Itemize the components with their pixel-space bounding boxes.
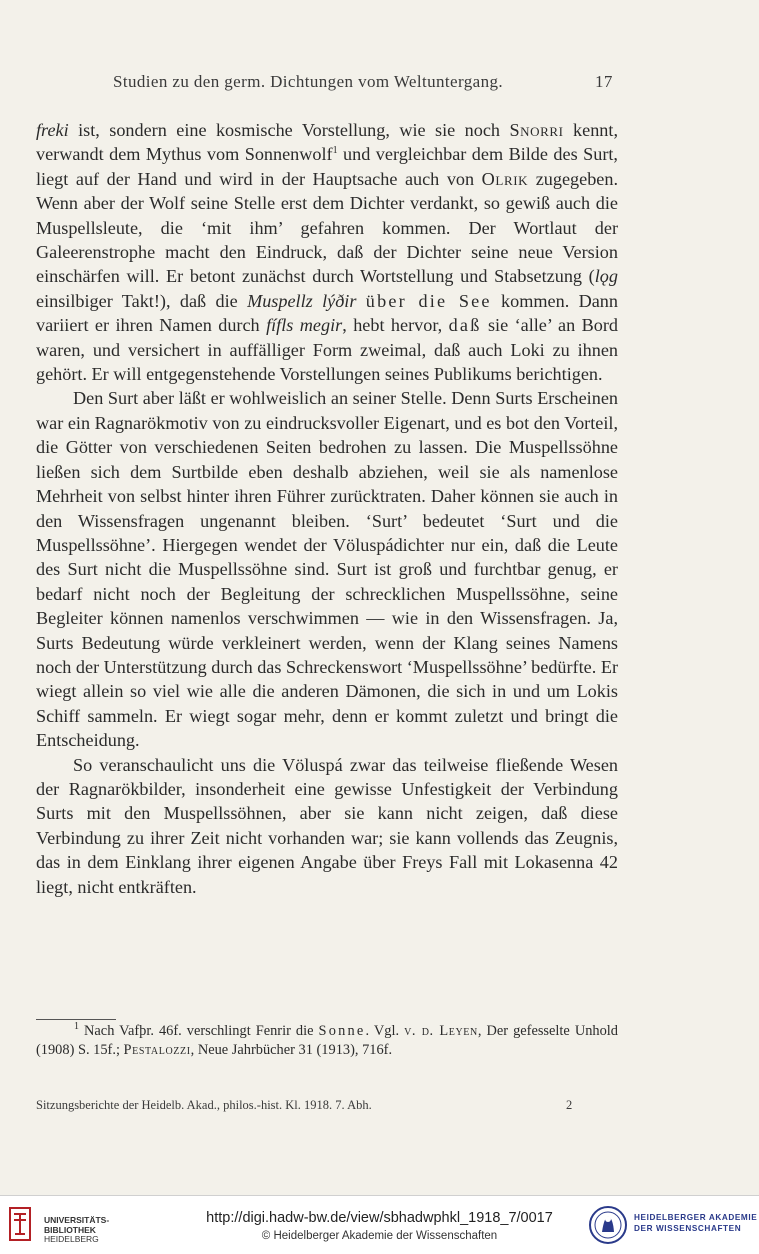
spaced-word: Sonne — [318, 1023, 366, 1039]
library-line-1: UNIVERSITÄTS- — [44, 1215, 110, 1225]
paragraph-1 — [36, 118, 618, 386]
footnote — [36, 1022, 618, 1059]
text-run: sie ‘alle’ an Bord waren, und versichert in auffälliger Form zweimal, daß auch Loki zu ihnen gehört. Er will entgegenstehende Vorstellungen seines Publikums berichtigen. — [36, 315, 618, 385]
text-run: einsilbiger Takt!), daß die — [36, 290, 248, 311]
author-olrik: Olrik — [481, 168, 529, 189]
text-run — [356, 291, 365, 311]
academy-seal-icon[interactable] — [588, 1204, 628, 1246]
text-run: und vergleichbar dem Bilde des Surt, liegt auf der Hand und wird in der Hauptsache auch von — [36, 144, 618, 189]
library-line-3: HEIDELBERG — [44, 1234, 99, 1244]
text-run: zugegeben. Wenn aber der Wolf seine Stelle erst dem Dichter verdankt, so gewiß auch die Muspellsleute, die ‘mit ihm’ gefahren kommen. Der Wortlaut der Galeerenstrophe macht den Eindruck, daß der Dichter seine neue Version einschärfen will. Er betont zunächst durch Wortstellung und Stabsetzung ( — [36, 168, 618, 287]
text-run: kennt, verwandt dem Mythus vom Sonnenwolf — [36, 120, 618, 165]
permalink-url[interactable]: http://digi.hadw-bw.de/view/sbhadwphkl_1918_7/0017 — [206, 1210, 553, 1226]
paragraph-3: So veranschaulicht uns die Völuspá zwar das teilweise fließende Wesen der Ragnarökbilder, insonderheit eine gewisse Unfestigkeit der Verbindung Surts mit den Muspellssöhnen, aber sie kann nicht zeigen, daß diese Verbindung zu ihrer Zeit nicht vorhanden war; sie kann vollends das Zeugnis, das in dem Einklang ihrer eigenen Angabe über Freys Fall mit Lokasenna 42 liegt, nicht entkräften. — [36, 754, 618, 897]
page-number: 17 — [595, 72, 613, 91]
footnote-mark: 1 — [332, 145, 338, 157]
viewer-footer — [0, 1195, 759, 1254]
text-run: , Der gefesselte Unhold (1908) S. 15f.; — [36, 1023, 618, 1058]
academy-line-2: DER WISSENSCHAFTEN — [634, 1224, 742, 1233]
text-run: . Vgl. — [365, 1023, 405, 1039]
word-log: lǫg — [594, 266, 618, 287]
phrase-muspellz: Muspellz lýðir — [247, 290, 357, 311]
text-run: kommen. Dann variiert er ihren Namen durch — [36, 290, 618, 336]
text-run: , hebt hervor, — [342, 315, 449, 336]
spaced-word: daß — [448, 315, 482, 336]
text-run: , Neue Jahrbücher 31 (1913), 716f. — [190, 1041, 393, 1058]
copyright-notice: © Heidelberger Akademie der Wissenschaften — [261, 1230, 498, 1242]
spaced-phrase: über die See — [365, 290, 492, 311]
academy-line-1: HEIDELBERGER AKADEMIE — [634, 1213, 758, 1222]
running-title: Studien zu den germ. Dichtungen vom Weltuntergang. — [113, 72, 504, 91]
library-line-2: BIBLIOTHEK — [44, 1224, 96, 1235]
word-freki: freki — [36, 120, 69, 140]
academy-name — [634, 1212, 757, 1234]
author-snorri: Snorri — [509, 120, 564, 140]
footnote-number: 1 — [74, 1021, 79, 1033]
author-leyen: v. d. Leyen — [404, 1023, 478, 1039]
paragraph-2: Den Surt aber läßt er wohlweislich an seiner Stelle. Denn Surts Erscheinen war ein Ragnarökmotiv von zu eindrucksvoller Eigenart, und es bot den Vorteil, die Götter von verschiedenen Seiten bedrohen zu lassen. Die Muspellssöhne ließen sich dem Surtbilde eben deshalb abziehen, weil sie als namenlose Mehrheit von selbst hinter ihren Führer zurücktraten. Daher können sie auch in den Wissensfragen ungenannt bleiben. ‘Surt’ bedeutet ‘Surt und die Muspellssöhne’. Hiergegen wendet der Völuspádichter nur ein, daß die Leute des Surt nicht die Muspellssöhne sind. Surt ist groß und furchtbar genug, er bedarf nicht noch der Begleitung der schrecklichen Muspellssöhne, seine Begleiter können namenlos verschwimmen — wie in den Wissensfragen. Ja, Surts Bedeutung würde verkleinert werden, wenn der Klang seines Namens noch der Unterstützung durch das Schreckenswort ‘Muspellssöhne’ bedürfte. Er wiegt allein so viel wie alle die anderen Dämonen, die sich in und um Lokis Schiff sammeln. Er wiegt sogar mehr, denn er kommt zuletzt und bringt die Entscheidung. — [36, 388, 618, 751]
signature-number: 2 — [566, 1098, 573, 1112]
body-text — [36, 118, 618, 899]
footnote-rule — [36, 1019, 116, 1020]
text-run: ist, sondern eine kosmische Vorstellung, wie sie noch — [68, 120, 510, 140]
phrase-fifls-megir: fífls megir — [266, 315, 343, 336]
author-pestalozzi: Pestalozzi — [123, 1041, 191, 1058]
text-run: Nach Vafþr. 46f. verschlingt Fenrir die — [79, 1023, 319, 1039]
signature-text: Sitzungsberichte der Heidelb. Akad., philos.-hist. Kl. 1918. 7. Abh. — [36, 1098, 372, 1112]
